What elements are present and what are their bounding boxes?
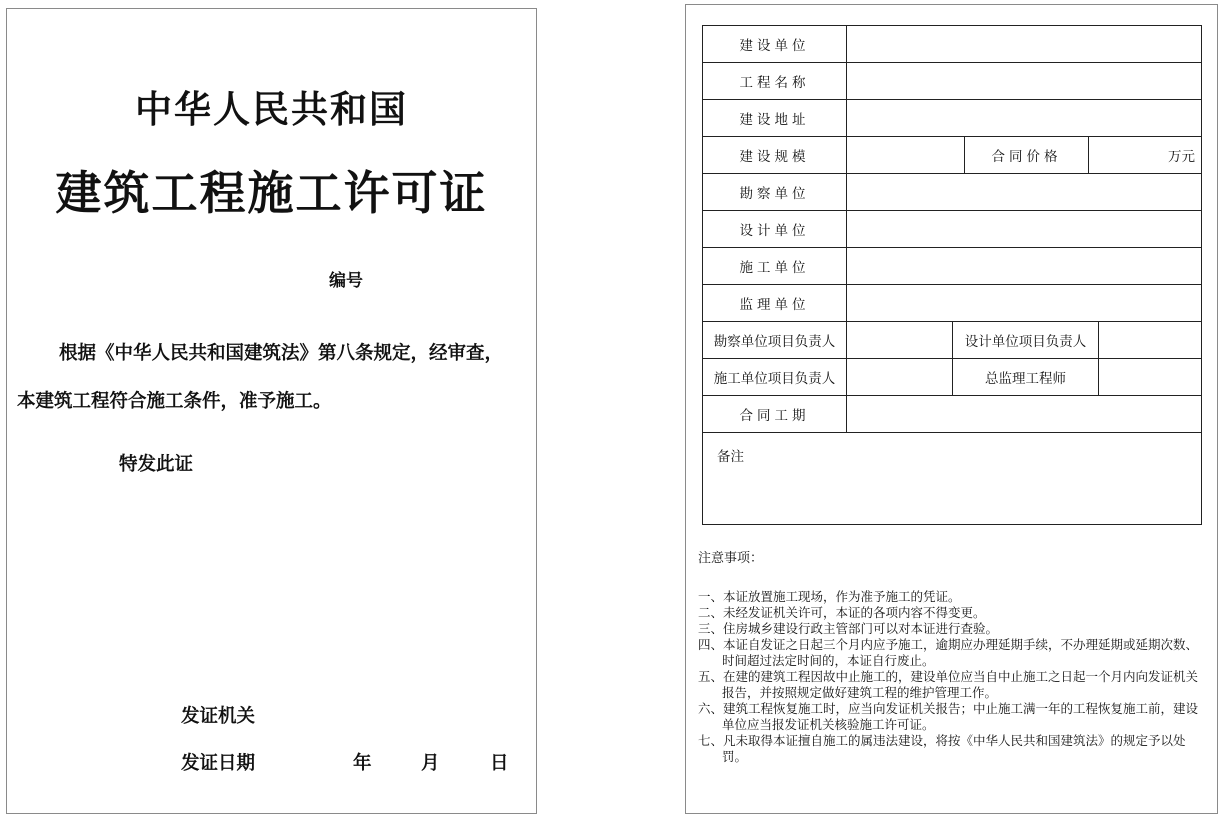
design-unit-value <box>847 211 1201 247</box>
notes-title: 注意事项： <box>698 551 764 566</box>
contract-period-label: 合同工期 <box>703 396 847 432</box>
construction-address-value <box>847 100 1201 136</box>
issuing-authority-label: 发证机关 <box>181 706 256 727</box>
year-label: 年 <box>353 753 372 774</box>
number-label: 编号 <box>329 271 363 291</box>
issue-date-label: 发证日期 <box>181 753 256 774</box>
day-label: 日 <box>490 753 509 774</box>
supervision-unit-label: 监理单位 <box>703 285 847 321</box>
remarks-row <box>702 432 1202 525</box>
table-row <box>702 173 1202 210</box>
construction-unit-value <box>847 26 1201 62</box>
table-row <box>702 62 1202 99</box>
note-item: 一、本证放置施工现场，作为准予施工的凭证。 <box>698 589 961 604</box>
building-pm-label: 施工单位项目负责人 <box>703 359 847 395</box>
building-unit-label: 施工单位 <box>703 248 847 284</box>
month-label: 月 <box>421 753 440 774</box>
permit-cover-page <box>6 8 537 814</box>
chief-supervisor-label: 总监理工程师 <box>953 359 1099 395</box>
table-row <box>702 99 1202 136</box>
survey-unit-value <box>847 174 1201 210</box>
note-item: 三、住房城乡建设行政主管部门可以对本证进行查验。 <box>698 621 999 636</box>
contract-period-value <box>847 396 1201 432</box>
survey-unit-label: 勘察单位 <box>703 174 847 210</box>
design-pm-label: 设计单位项目负责人 <box>953 322 1099 358</box>
document-title: 建筑工程施工许可证 <box>55 166 488 220</box>
survey-pm-value <box>847 322 953 358</box>
design-pm-value <box>1099 322 1201 358</box>
table-row <box>702 358 1202 395</box>
remarks-label: 备注 <box>717 449 744 465</box>
paragraph-line-2: 本建筑工程符合施工条件，准予施工。 <box>17 391 332 412</box>
construction-address-label: 建设地址 <box>703 100 847 136</box>
note-item: 六、建筑工程恢复施工时，应当向发证机关报告；中止施工满一年的工程恢复施工前，建设单位应当报发证机关核验施工许可证。 <box>698 701 1199 732</box>
note-item: 四、本证自发证之日起三个月内应予施工，逾期应办理延期手续，不办理延期或延期次数、时间超过法定时间的，本证自行废止。 <box>698 637 1199 668</box>
construction-scale-label: 建设规模 <box>703 137 847 173</box>
table-row <box>702 395 1202 432</box>
project-name-label: 工程名称 <box>703 63 847 99</box>
table-row <box>702 321 1202 358</box>
price-unit-label: 万元 <box>1168 149 1195 165</box>
paragraph-line-1: 根据《中华人民共和国建筑法》第八条规定，经审查， <box>59 343 504 364</box>
building-pm-value <box>847 359 953 395</box>
construction-scale-value <box>847 137 965 173</box>
design-unit-label: 设计单位 <box>703 211 847 247</box>
permit-info-table <box>702 25 1202 525</box>
note-item: 五、在建的建筑工程因故中止施工的，建设单位应当自中止施工之日起一个月内向发证机关报告，并按照规定做好建筑工程的维护管理工作。 <box>698 669 1199 700</box>
note-item: 七、凡未取得本证擅自施工的属违法建设，将按《中华人民共和国建筑法》的规定予以处罚。 <box>698 733 1186 764</box>
table-row <box>702 136 1202 173</box>
chief-supervisor-value <box>1099 359 1201 395</box>
issuance-text: 特发此证 <box>119 454 194 475</box>
notes-section <box>698 551 1204 765</box>
note-item: 二、未经发证机关许可，本证的各项内容不得变更。 <box>698 605 986 620</box>
table-row <box>702 25 1202 62</box>
contract-price-label: 合同价格 <box>965 137 1089 173</box>
building-unit-value <box>847 248 1201 284</box>
country-title: 中华人民共和国 <box>135 88 408 131</box>
survey-pm-label: 勘察单位项目负责人 <box>703 322 847 358</box>
project-name-value <box>847 63 1201 99</box>
construction-unit-label: 建设单位 <box>703 26 847 62</box>
table-row <box>702 247 1202 284</box>
table-row <box>702 210 1202 247</box>
table-row <box>702 284 1202 321</box>
permit-info-page <box>685 4 1218 814</box>
supervision-unit-value <box>847 285 1201 321</box>
